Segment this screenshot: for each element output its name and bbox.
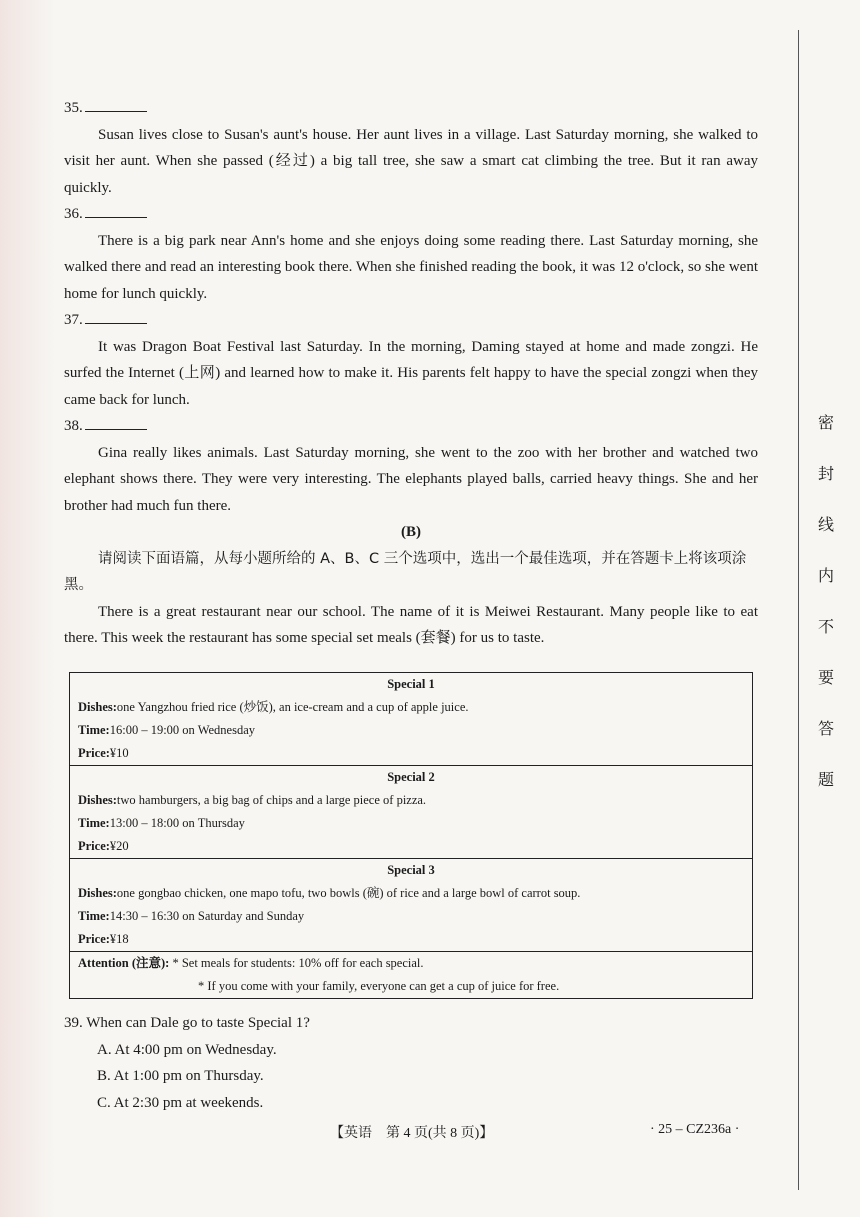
passage-37 xyxy=(64,307,758,413)
passage-38 xyxy=(64,413,758,519)
attention-label: Attention (注意): xyxy=(78,956,170,970)
attention-note-1: * Set meals for students: 10% off for each special. xyxy=(172,956,424,970)
seal-line xyxy=(798,30,799,1190)
special-price: ¥20 xyxy=(109,839,129,853)
answer-blank xyxy=(85,415,147,430)
special-price: ¥10 xyxy=(109,746,129,760)
special-title: Special 3 xyxy=(387,863,435,877)
option-a: A. At 4:00 pm on Wednesday. xyxy=(97,1041,277,1058)
special-price: ¥18 xyxy=(109,932,129,946)
question-number: 35. xyxy=(64,100,83,116)
special-title: Special 1 xyxy=(387,677,435,691)
menu-special-2: Special 2 Dishes:two hamburgers, a big bag of chips and a large piece of pizza. Time:13:00 – 18:00 on Thursday Price:¥20 xyxy=(70,766,752,859)
section-instruction: 请阅读下面语篇，从每小题所给的 A、B、C 三个选项中，选出一个最佳选项，并在答题卡上将该项涂黑。 xyxy=(64,550,747,593)
passage-text: There is a big park near Ann's home and she enjoys doing some reading there. Last Saturday morning, she walked there and read an interesting book there. When she finished reading the book, it was 12 o'clock, so she went home for lunch quickly. xyxy=(64,232,758,302)
question-number: 37. xyxy=(64,312,83,328)
question-39 xyxy=(64,1010,310,1116)
special-title: Special 2 xyxy=(387,770,435,784)
seal-line-notice: 密 封 线 内 不 要 答 题 xyxy=(817,413,834,789)
binding-shadow xyxy=(0,0,55,1217)
special-dishes: two hamburgers, a big bag of chips and a large piece of pizza. xyxy=(116,793,427,807)
section-title: (B) xyxy=(401,524,421,540)
footer-code: · 25 – CZ236a · xyxy=(650,1122,740,1137)
passage-section xyxy=(64,95,758,652)
special-dishes: one gongbao chicken, one mapo tofu, two bowls (碗) of rice and a large bowl of carrot soup. xyxy=(116,886,581,900)
answer-blank xyxy=(85,97,147,112)
menu-special-1: Special 1 Dishes:one Yangzhou fried rice (炒饭), an ice-cream and a cup of apple juice. Time:16:00 – 19:00 on Wednesday Price:¥10 xyxy=(70,673,752,766)
passage-35 xyxy=(64,95,758,201)
answer-blank xyxy=(85,309,147,324)
passage-text: Gina really likes animals. Last Saturday morning, she went to the zoo with her brother and watched two elephant shows there. They were very interesting. The elephants played balls, carried heavy things. She and her brother had much fun there. xyxy=(64,444,758,514)
footer-page-info: 【英语 第 4 页(共 8 页)】 xyxy=(330,1126,494,1141)
section-intro: There is a great restaurant near our school. The name of it is Meiwei Restaurant. Many people like to eat there. This week the restaurant has some special set meals (套餐) for us to taste. xyxy=(64,603,758,646)
question-number: 38. xyxy=(64,418,83,434)
menu-special-3: Special 3 Dishes:one gongbao chicken, one mapo tofu, two bowls (碗) of rice and a large bowl of carrot soup. Time:14:30 – 16:30 on Saturday and Sunday Price:¥18 xyxy=(70,859,752,952)
passage-36 xyxy=(64,201,758,307)
menu-attention xyxy=(70,952,752,998)
option-c: C. At 2:30 pm at weekends. xyxy=(97,1094,264,1111)
special-time: 16:00 – 19:00 on Wednesday xyxy=(109,723,255,737)
question-stem: 39. When can Dale go to taste Special 1? xyxy=(64,1015,310,1031)
answer-blank xyxy=(85,203,147,218)
menu-table xyxy=(69,672,753,999)
special-dishes: one Yangzhou fried rice (炒饭), an ice-cream and a cup of apple juice. xyxy=(116,700,469,714)
question-number: 36. xyxy=(64,206,83,222)
attention-note-2: * If you come with your family, everyone can get a cup of juice for free. xyxy=(198,979,560,993)
special-time: 13:00 – 18:00 on Thursday xyxy=(109,816,245,830)
passage-text: It was Dragon Boat Festival last Saturday. In the morning, Daming stayed at home and made zongzi. He surfed the Internet (上网) and learned how to make it. His parents felt happy to have the special zongzi when they came back for lunch. xyxy=(64,338,758,408)
option-b: B. At 1:00 pm on Thursday. xyxy=(97,1068,264,1084)
passage-text: Susan lives close to Susan's aunt's house. Her aunt lives in a village. Last Saturday morning, she walked to visit her aunt. When she passed (经过) a big tall tree, she saw a smart cat climbing the tree. But it ran away quickly. xyxy=(64,126,758,196)
special-time: 14:30 – 16:30 on Saturday and Sunday xyxy=(109,909,305,923)
